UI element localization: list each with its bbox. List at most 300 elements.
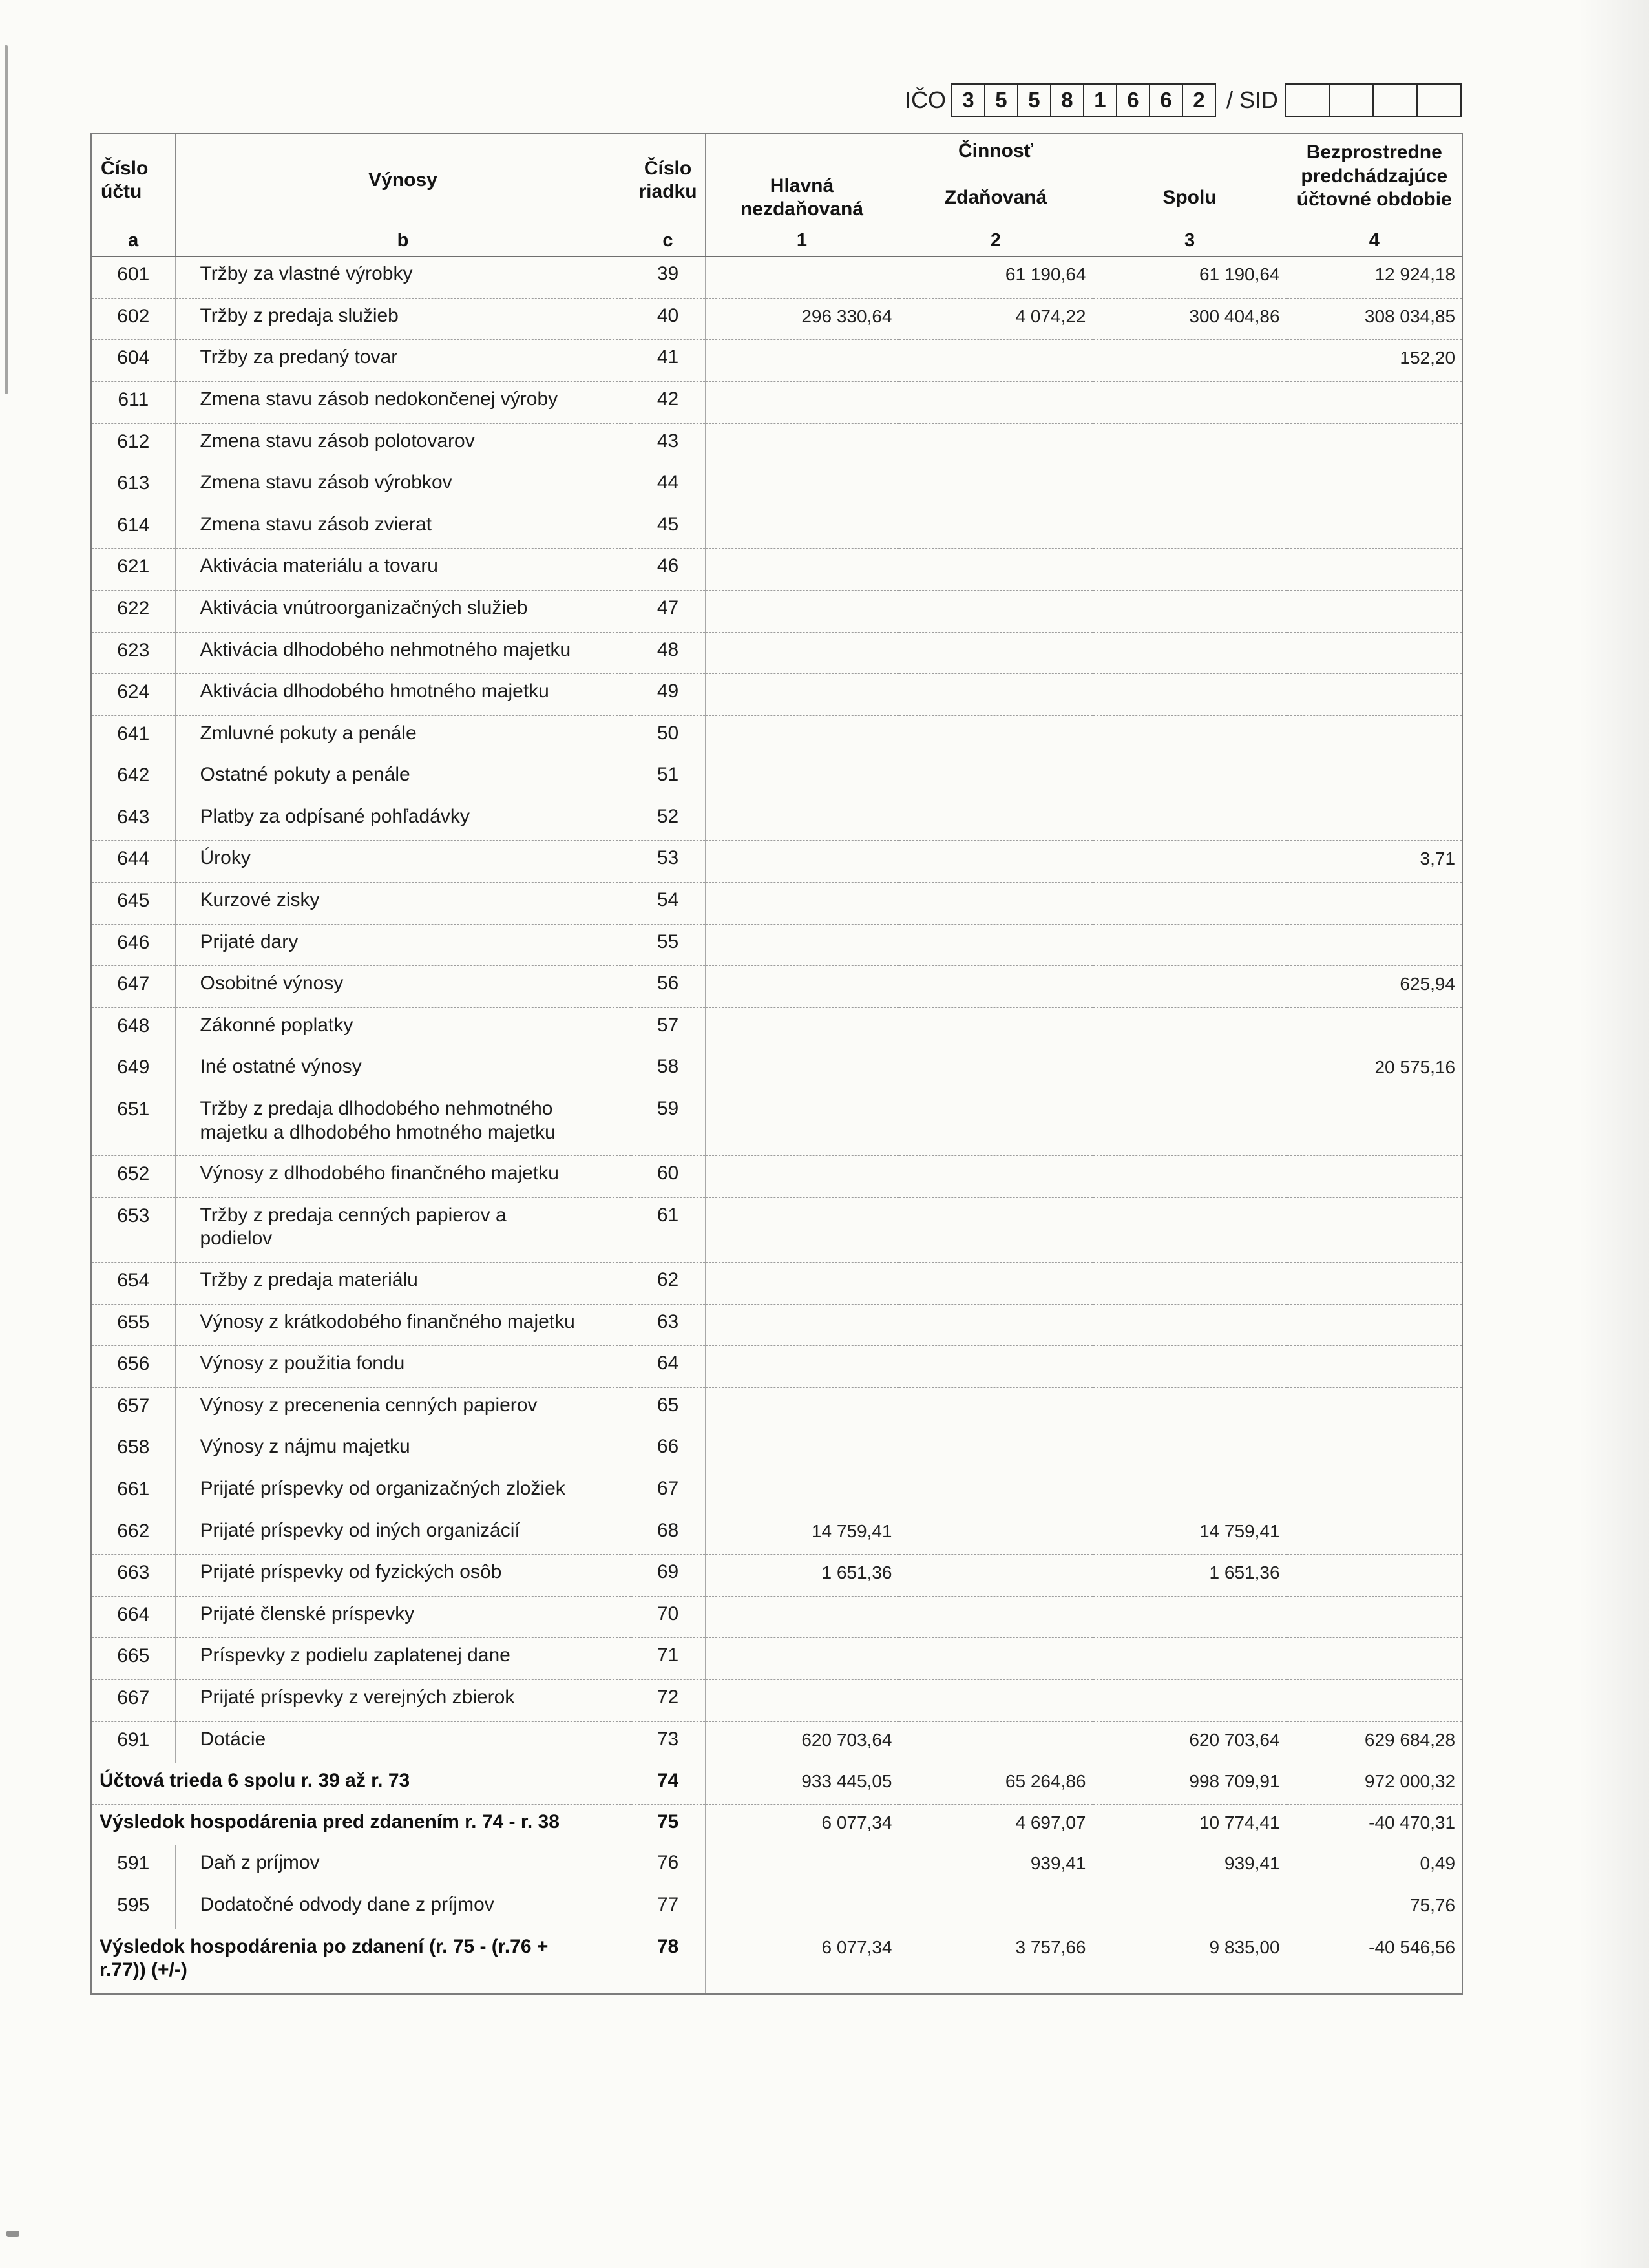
ico-digit-box: 6 — [1149, 83, 1183, 117]
table-row — [91, 1887, 1462, 1929]
account-number: 665 — [91, 1638, 175, 1680]
value-previous-period — [1287, 799, 1462, 841]
account-number: 647 — [91, 966, 175, 1008]
line-number: 56 — [631, 966, 705, 1008]
row-label: Zmena stavu zásob zvierat — [175, 507, 631, 549]
row-label: Dotácie — [175, 1721, 631, 1763]
value-taxed — [899, 465, 1093, 507]
line-number: 52 — [631, 799, 705, 841]
value-main-untaxed — [705, 1346, 899, 1388]
value-main-untaxed — [705, 1197, 899, 1262]
row-label: Aktivácia dlhodobého nehmotného majetku — [175, 632, 631, 674]
account-number: 591 — [91, 1845, 175, 1887]
row-label: Zákonné poplatky — [175, 1007, 631, 1049]
value-previous-period — [1287, 1471, 1462, 1513]
row-label: Prijaté príspevky z verejných zbierok — [175, 1679, 631, 1721]
value-total — [1093, 1304, 1287, 1346]
value-main-untaxed — [705, 1049, 899, 1091]
value-main-untaxed — [705, 340, 899, 382]
value-main-untaxed: 620 703,64 — [705, 1721, 899, 1763]
table-row — [91, 1845, 1462, 1887]
value-previous-period — [1287, 1091, 1462, 1156]
value-total — [1093, 1156, 1287, 1198]
table-row — [91, 924, 1462, 966]
table-row — [91, 799, 1462, 841]
account-number: 657 — [91, 1387, 175, 1429]
account-number: 621 — [91, 549, 175, 591]
value-total: 939,41 — [1093, 1845, 1287, 1887]
value-taxed — [899, 1091, 1093, 1156]
table-row — [91, 715, 1462, 757]
value-total — [1093, 924, 1287, 966]
value-taxed — [899, 381, 1093, 423]
value-total — [1093, 1387, 1287, 1429]
row-label: Prijaté dary — [175, 924, 631, 966]
value-taxed — [899, 1679, 1093, 1721]
value-taxed — [899, 1555, 1093, 1597]
line-number: 72 — [631, 1679, 705, 1721]
value-main-untaxed: 933 445,05 — [705, 1763, 899, 1805]
line-number: 46 — [631, 549, 705, 591]
value-total — [1093, 1007, 1287, 1049]
value-main-untaxed — [705, 549, 899, 591]
row-label: Aktivácia materiálu a tovaru — [175, 549, 631, 591]
value-total — [1093, 674, 1287, 716]
value-main-untaxed — [705, 883, 899, 925]
ico-digit-box: 5 — [1017, 83, 1051, 117]
value-previous-period: -40 470,31 — [1287, 1804, 1462, 1845]
line-number: 39 — [631, 257, 705, 299]
value-previous-period — [1287, 465, 1462, 507]
table-letter-row — [91, 227, 1462, 256]
ico-digit-boxes — [952, 83, 1216, 117]
value-main-untaxed: 6 077,34 — [705, 1929, 899, 1994]
row-label: Zmluvné pokuty a penále — [175, 715, 631, 757]
row-label: Platby za odpísané pohľadávky — [175, 799, 631, 841]
value-previous-period: 20 575,16 — [1287, 1049, 1462, 1091]
value-previous-period — [1287, 674, 1462, 716]
row-label: Zmena stavu zásob nedokončenej výroby — [175, 381, 631, 423]
revenues-table — [90, 133, 1463, 1995]
table-row — [91, 674, 1462, 716]
value-previous-period: 308 034,85 — [1287, 298, 1462, 340]
value-total — [1093, 381, 1287, 423]
value-total — [1093, 799, 1287, 841]
value-previous-period — [1287, 1555, 1462, 1597]
account-number: 658 — [91, 1429, 175, 1471]
scan-artifact-corner-mark — [6, 2231, 19, 2237]
value-taxed: 4 697,07 — [899, 1804, 1093, 1845]
sid-box — [1372, 83, 1418, 117]
value-total — [1093, 423, 1287, 465]
value-previous-period — [1287, 1596, 1462, 1638]
value-previous-period: 75,76 — [1287, 1887, 1462, 1929]
table-row — [91, 1804, 1462, 1845]
header-activity: Činnosť — [705, 134, 1287, 169]
value-main-untaxed — [705, 465, 899, 507]
line-number: 57 — [631, 1007, 705, 1049]
value-total — [1093, 340, 1287, 382]
table-row — [91, 1091, 1462, 1156]
value-previous-period — [1287, 1679, 1462, 1721]
value-main-untaxed — [705, 841, 899, 883]
account-number: 614 — [91, 507, 175, 549]
value-total — [1093, 1679, 1287, 1721]
value-taxed — [899, 423, 1093, 465]
table-row — [91, 841, 1462, 883]
value-total — [1093, 465, 1287, 507]
table-row — [91, 1304, 1462, 1346]
value-taxed — [899, 1471, 1093, 1513]
value-total — [1093, 757, 1287, 799]
table-row — [91, 1387, 1462, 1429]
value-taxed: 3 757,66 — [899, 1929, 1093, 1994]
letter-2: 2 — [899, 227, 1093, 256]
row-label: Zmena stavu zásob polotovarov — [175, 423, 631, 465]
value-taxed — [899, 1197, 1093, 1262]
page-content — [90, 83, 1462, 1995]
table-row — [91, 1929, 1462, 1994]
header-previous-period: Bezprostredne predchádzajúce účtovné obdobie — [1287, 134, 1462, 227]
row-label: Tržby za vlastné výrobky — [175, 257, 631, 299]
letter-b: b — [175, 227, 631, 256]
sid-label: / SID — [1226, 87, 1278, 113]
ico-digit-box: 1 — [1083, 83, 1117, 117]
ico-digit-box: 5 — [984, 83, 1018, 117]
table-row — [91, 1471, 1462, 1513]
value-total — [1093, 1429, 1287, 1471]
ico-digit-box: 8 — [1050, 83, 1084, 117]
row-label: Výnosy z nájmu majetku — [175, 1429, 631, 1471]
value-main-untaxed — [705, 507, 899, 549]
row-label: Prijaté príspevky od fyzických osôb — [175, 1555, 631, 1597]
value-main-untaxed — [705, 1845, 899, 1887]
value-previous-period: 3,71 — [1287, 841, 1462, 883]
table-row — [91, 1156, 1462, 1198]
row-label: Osobitné výnosy — [175, 966, 631, 1008]
table-header — [91, 134, 1462, 257]
row-label: Daň z príjmov — [175, 1845, 631, 1887]
value-previous-period — [1287, 507, 1462, 549]
value-main-untaxed — [705, 1471, 899, 1513]
value-taxed — [899, 507, 1093, 549]
value-previous-period — [1287, 381, 1462, 423]
account-number: 645 — [91, 883, 175, 925]
account-number: 654 — [91, 1263, 175, 1305]
row-label: Výsledok hospodárenia po zdanení (r. 75 - (r.76 + r.77)) (+/-) — [91, 1929, 631, 1994]
ico-digit-box: 2 — [1182, 83, 1216, 117]
row-label: Kurzové zisky — [175, 883, 631, 925]
value-taxed — [899, 841, 1093, 883]
value-total — [1093, 841, 1287, 883]
table-row — [91, 381, 1462, 423]
sid-box — [1285, 83, 1330, 117]
value-total: 1 651,36 — [1093, 1555, 1287, 1597]
value-total — [1093, 507, 1287, 549]
value-previous-period: -40 546,56 — [1287, 1929, 1462, 1994]
letter-4: 4 — [1287, 227, 1462, 256]
table-row — [91, 257, 1462, 299]
table-row — [91, 1007, 1462, 1049]
table-row — [91, 883, 1462, 925]
value-taxed — [899, 757, 1093, 799]
value-taxed — [899, 1638, 1093, 1680]
account-number: 642 — [91, 757, 175, 799]
account-number: 661 — [91, 1471, 175, 1513]
value-previous-period — [1287, 1429, 1462, 1471]
row-label: Prijaté príspevky od iných organizácií — [175, 1513, 631, 1555]
row-label: Výsledok hospodárenia pred zdanením r. 74 - r. 38 — [91, 1804, 631, 1845]
value-previous-period — [1287, 423, 1462, 465]
value-main-untaxed — [705, 423, 899, 465]
account-number: 644 — [91, 841, 175, 883]
value-total: 300 404,86 — [1093, 298, 1287, 340]
value-main-untaxed — [705, 1596, 899, 1638]
line-number: 61 — [631, 1197, 705, 1262]
table-row — [91, 590, 1462, 632]
sid-box — [1416, 83, 1462, 117]
table-row — [91, 1049, 1462, 1091]
line-number: 59 — [631, 1091, 705, 1156]
ico-sid-header — [90, 83, 1462, 118]
account-number: 622 — [91, 590, 175, 632]
value-previous-period — [1287, 632, 1462, 674]
value-main-untaxed — [705, 1387, 899, 1429]
value-previous-period — [1287, 1513, 1462, 1555]
value-total — [1093, 883, 1287, 925]
ico-digit-box: 6 — [1116, 83, 1150, 117]
line-number: 41 — [631, 340, 705, 382]
value-taxed: 4 074,22 — [899, 298, 1093, 340]
ico-label: IČO — [904, 87, 946, 113]
account-number: 643 — [91, 799, 175, 841]
value-total — [1093, 1887, 1287, 1929]
header-account-number: Číslo účtu — [91, 134, 175, 227]
value-previous-period — [1287, 1387, 1462, 1429]
row-label: Ostatné pokuty a penále — [175, 757, 631, 799]
line-number: 76 — [631, 1845, 705, 1887]
account-number: 655 — [91, 1304, 175, 1346]
line-number: 51 — [631, 757, 705, 799]
value-previous-period — [1287, 590, 1462, 632]
value-total: 10 774,41 — [1093, 1804, 1287, 1845]
value-previous-period — [1287, 1638, 1462, 1680]
table-row — [91, 1638, 1462, 1680]
table-row — [91, 1596, 1462, 1638]
row-label: Tržby z predaja cenných papierov a podielov — [175, 1197, 631, 1262]
account-number: 646 — [91, 924, 175, 966]
table-row — [91, 507, 1462, 549]
scan-artifact-left-edge — [5, 45, 8, 394]
value-taxed — [899, 966, 1093, 1008]
table-row — [91, 1721, 1462, 1763]
value-previous-period — [1287, 1346, 1462, 1388]
value-taxed — [899, 1387, 1093, 1429]
value-main-untaxed — [705, 674, 899, 716]
table-row — [91, 1513, 1462, 1555]
value-main-untaxed — [705, 966, 899, 1008]
account-number: 649 — [91, 1049, 175, 1091]
account-number: 656 — [91, 1346, 175, 1388]
account-number: 691 — [91, 1721, 175, 1763]
header-main-untaxed: Hlavná nezdaňovaná — [705, 169, 899, 227]
row-label: Výnosy z precenenia cenných papierov — [175, 1387, 631, 1429]
value-previous-period — [1287, 1263, 1462, 1305]
value-previous-period: 152,20 — [1287, 340, 1462, 382]
value-taxed — [899, 632, 1093, 674]
value-taxed — [899, 1156, 1093, 1198]
row-label: Iné ostatné výnosy — [175, 1049, 631, 1091]
line-number: 78 — [631, 1929, 705, 1994]
account-number: 604 — [91, 340, 175, 382]
value-total — [1093, 590, 1287, 632]
value-total: 998 709,91 — [1093, 1763, 1287, 1805]
value-previous-period — [1287, 757, 1462, 799]
value-taxed — [899, 1721, 1093, 1763]
value-main-untaxed — [705, 1263, 899, 1305]
table-row — [91, 1263, 1462, 1305]
value-previous-period: 625,94 — [1287, 966, 1462, 1008]
table-row — [91, 298, 1462, 340]
line-number: 68 — [631, 1513, 705, 1555]
line-number: 50 — [631, 715, 705, 757]
value-main-untaxed — [705, 1429, 899, 1471]
account-number: 663 — [91, 1555, 175, 1597]
value-taxed — [899, 924, 1093, 966]
sid-boxes — [1286, 83, 1462, 117]
value-main-untaxed — [705, 1638, 899, 1680]
line-number: 58 — [631, 1049, 705, 1091]
value-taxed: 939,41 — [899, 1845, 1093, 1887]
value-main-untaxed — [705, 1887, 899, 1929]
account-number: 624 — [91, 674, 175, 716]
account-number: 664 — [91, 1596, 175, 1638]
value-taxed — [899, 1596, 1093, 1638]
value-main-untaxed: 1 651,36 — [705, 1555, 899, 1597]
value-previous-period — [1287, 549, 1462, 591]
letter-3: 3 — [1093, 227, 1287, 256]
row-label: Aktivácia dlhodobého hmotného majetku — [175, 674, 631, 716]
account-number: 651 — [91, 1091, 175, 1156]
row-label: Dodatočné odvody dane z príjmov — [175, 1887, 631, 1929]
line-number: 70 — [631, 1596, 705, 1638]
line-number: 60 — [631, 1156, 705, 1198]
sid-box — [1329, 83, 1374, 117]
value-taxed: 61 190,64 — [899, 257, 1093, 299]
value-total — [1093, 1638, 1287, 1680]
value-taxed — [899, 590, 1093, 632]
row-label: Aktivácia vnútroorganizačných služieb — [175, 590, 631, 632]
value-taxed — [899, 799, 1093, 841]
revenue-table-body — [91, 257, 1462, 1994]
ico-digit-box: 3 — [951, 83, 985, 117]
table-row — [91, 549, 1462, 591]
line-number: 44 — [631, 465, 705, 507]
account-number: 595 — [91, 1887, 175, 1929]
line-number: 65 — [631, 1387, 705, 1429]
value-taxed — [899, 1346, 1093, 1388]
value-previous-period — [1287, 1304, 1462, 1346]
value-total — [1093, 715, 1287, 757]
line-number: 69 — [631, 1555, 705, 1597]
row-label: Úroky — [175, 841, 631, 883]
value-total — [1093, 1049, 1287, 1091]
value-total — [1093, 1346, 1287, 1388]
value-previous-period: 12 924,18 — [1287, 257, 1462, 299]
value-main-untaxed — [705, 257, 899, 299]
row-label: Tržby z predaja služieb — [175, 298, 631, 340]
value-main-untaxed — [705, 590, 899, 632]
line-number: 55 — [631, 924, 705, 966]
line-number: 45 — [631, 507, 705, 549]
line-number: 53 — [631, 841, 705, 883]
table-row — [91, 423, 1462, 465]
value-total: 14 759,41 — [1093, 1513, 1287, 1555]
value-taxed — [899, 1263, 1093, 1305]
account-number: 648 — [91, 1007, 175, 1049]
value-previous-period — [1287, 924, 1462, 966]
letter-c: c — [631, 227, 705, 256]
value-total — [1093, 1471, 1287, 1513]
row-label: Prijaté členské príspevky — [175, 1596, 631, 1638]
table-row — [91, 1763, 1462, 1805]
line-number: 43 — [631, 423, 705, 465]
value-main-untaxed — [705, 1091, 899, 1156]
row-label: Výnosy z krátkodobého finančného majetku — [175, 1304, 631, 1346]
value-total — [1093, 1263, 1287, 1305]
table-row — [91, 1429, 1462, 1471]
row-label: Tržby za predaný tovar — [175, 340, 631, 382]
line-number: 49 — [631, 674, 705, 716]
table-row — [91, 465, 1462, 507]
account-number: 652 — [91, 1156, 175, 1198]
value-taxed — [899, 715, 1093, 757]
letter-1: 1 — [705, 227, 899, 256]
account-number: 667 — [91, 1679, 175, 1721]
value-previous-period: 629 684,28 — [1287, 1721, 1462, 1763]
line-number: 74 — [631, 1763, 705, 1805]
value-main-untaxed: 296 330,64 — [705, 298, 899, 340]
line-number: 71 — [631, 1638, 705, 1680]
value-previous-period — [1287, 1197, 1462, 1262]
value-main-untaxed: 14 759,41 — [705, 1513, 899, 1555]
value-main-untaxed — [705, 632, 899, 674]
value-taxed — [899, 1887, 1093, 1929]
value-taxed — [899, 1304, 1093, 1346]
value-total — [1093, 549, 1287, 591]
value-total — [1093, 1596, 1287, 1638]
scan-artifact-right-shadow — [1578, 0, 1649, 2268]
table-header-row-top — [91, 134, 1462, 169]
line-number: 42 — [631, 381, 705, 423]
value-taxed — [899, 1513, 1093, 1555]
line-number: 66 — [631, 1429, 705, 1471]
value-main-untaxed — [705, 924, 899, 966]
header-total: Spolu — [1093, 169, 1287, 227]
value-taxed: 65 264,86 — [899, 1763, 1093, 1805]
table-row — [91, 1679, 1462, 1721]
value-previous-period: 0,49 — [1287, 1845, 1462, 1887]
header-row-number: Číslo riadku — [631, 134, 705, 227]
row-label: Prijaté príspevky od organizačných zložiek — [175, 1471, 631, 1513]
account-number: 662 — [91, 1513, 175, 1555]
table-row — [91, 632, 1462, 674]
header-taxed: Zdaňovaná — [899, 169, 1093, 227]
value-main-untaxed — [705, 381, 899, 423]
value-main-untaxed — [705, 757, 899, 799]
value-total — [1093, 966, 1287, 1008]
line-number: 64 — [631, 1346, 705, 1388]
